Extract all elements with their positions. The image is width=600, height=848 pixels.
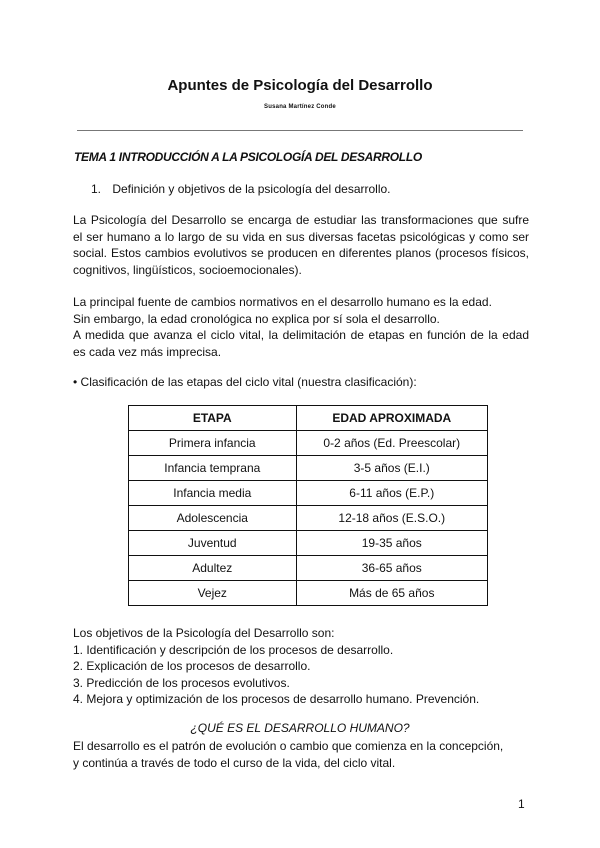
paragraph-line: A medida que avanza el ciclo vital, la delimitación de etapas en función de la edad xyxy=(73,328,529,342)
objective-item: 4. Mejora y optimización de los procesos de desarrollo humano. Prevención. xyxy=(73,692,480,706)
table-row xyxy=(129,481,488,506)
table-row xyxy=(129,556,488,581)
table-cell: 19-35 años xyxy=(296,531,487,556)
bullet-intro: • Clasificación de las etapas del ciclo vital (nuestra clasificación): xyxy=(73,375,417,389)
document-author: Susana Martínez Conde xyxy=(264,104,336,110)
table-cell: 0-2 años (Ed. Preescolar) xyxy=(296,431,487,456)
table-row xyxy=(129,456,488,481)
table-cell: Vejez xyxy=(129,581,297,606)
table-header-row xyxy=(129,406,488,431)
paragraph-line: social. Estos cambios evolutivos se producen en diferentes planos (procesos físicos, xyxy=(73,246,529,260)
table-header-cell: EDAD APROXIMADA xyxy=(296,406,487,431)
paragraph-definition xyxy=(73,212,529,278)
table-row xyxy=(129,581,488,606)
table-cell: Más de 65 años xyxy=(296,581,487,606)
paragraph-line: El desarrollo es el patrón de evolución o cambio que comienza en la concepción, xyxy=(73,739,504,753)
table-cell: Infancia temprana xyxy=(129,456,297,481)
objectives-list xyxy=(73,625,529,708)
table-cell: 6-11 años (E.P.) xyxy=(296,481,487,506)
paragraph-line: es cada vez más imprecisa. xyxy=(73,344,222,359)
paragraph-line: y continúa a través de todo el curso de la vida, del ciclo vital. xyxy=(73,755,396,770)
table-cell: Adultez xyxy=(129,556,297,581)
paragraph-line: Sin embargo, la edad cronológica no explica por sí sola el desarrollo. xyxy=(73,311,440,326)
objective-item: 2. Explicación de los procesos de desarrollo. xyxy=(73,659,311,673)
objective-item: 1. Identificación y descripción de los procesos de desarrollo. xyxy=(73,642,394,657)
objective-item: 3. Predicción de los procesos evolutivos. xyxy=(73,675,290,690)
paragraph-line: La principal fuente de cambios normativos en el desarrollo humano es la edad. xyxy=(73,295,492,309)
section-title: TEMA 1 INTRODUCCIÓN A LA PSICOLOGÍA DEL DESARROLLO xyxy=(74,150,422,164)
table-row xyxy=(129,531,488,556)
table-row xyxy=(129,431,488,456)
table-cell: Primera infancia xyxy=(129,431,297,456)
question-heading: ¿QUÉ ES EL DESARROLLO HUMANO? xyxy=(190,721,410,735)
life-stages-table xyxy=(128,405,488,606)
objectives-intro: Los objetivos de la Psicología del Desarrollo son: xyxy=(73,626,335,640)
page-number: 1 xyxy=(518,797,525,811)
table-cell: Juventud xyxy=(129,531,297,556)
list-item-text: Definición y objetivos de la psicología del desarrollo. xyxy=(112,182,391,196)
table-cell: Adolescencia xyxy=(129,506,297,531)
paragraph-development xyxy=(73,738,529,771)
list-item xyxy=(91,182,391,196)
table-cell: 12-18 años (E.S.O.) xyxy=(296,506,487,531)
paragraph-age xyxy=(73,294,529,360)
list-item-number: 1. xyxy=(91,182,102,196)
header-divider xyxy=(77,130,523,131)
table-cell: 3-5 años (E.I.) xyxy=(296,456,487,481)
table-cell: Infancia media xyxy=(129,481,297,506)
table-header-cell: ETAPA xyxy=(129,406,297,431)
paragraph-line: el ser humano a lo largo de su vida en sus diversas facetas psicológicas y como ser xyxy=(73,229,529,244)
paragraph-line: La Psicología del Desarrollo se encarga de estudiar las transformaciones que sufre xyxy=(73,213,529,227)
table-cell: 36-65 años xyxy=(296,556,487,581)
paragraph-line: cognitivos, lingüísticos, socioemocionales). xyxy=(73,262,302,277)
table-row xyxy=(129,506,488,531)
document-title: Apuntes de Psicología del Desarrollo xyxy=(167,77,433,94)
